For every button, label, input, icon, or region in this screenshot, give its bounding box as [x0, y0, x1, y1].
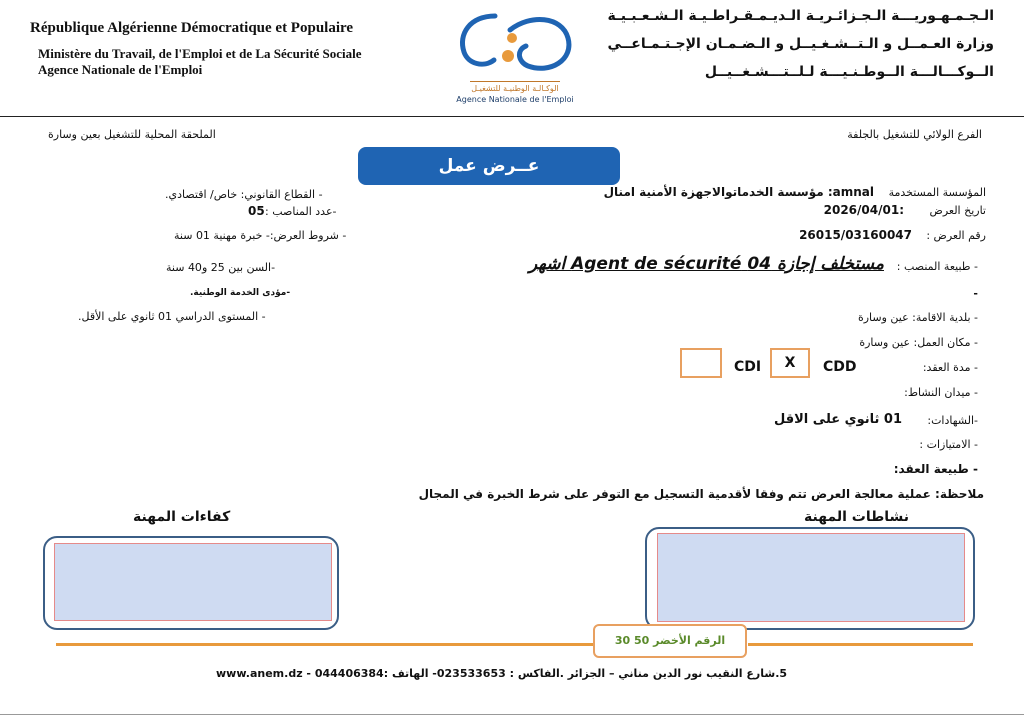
- education-level: - المستوى الدراسي 01 ثانوي على الأقل.: [78, 310, 266, 323]
- certificates-label: -الشهادات:: [927, 414, 978, 427]
- offer-banner: عــرض عمل: [358, 147, 620, 185]
- header-ar-line2: وزارة العـمــل و الـتــشـغـيــل و الـضـمـان الإجـتـمـاعــي: [607, 36, 994, 52]
- branch-left: الملحقة المحلية للتشغيل بعين وسارة: [48, 128, 216, 141]
- age-range: -السن بين 25 و40 سنة: [166, 261, 276, 274]
- offer-number-value: 26015/03160047: [799, 228, 912, 242]
- positions-count-value: 05: [248, 204, 265, 218]
- dash-line: -: [973, 287, 978, 300]
- employer-value: amnal: مؤسسة الخدماتوالاجهزة الأمنية امنال: [603, 185, 874, 199]
- header-separator: [0, 116, 1024, 117]
- green-number-box: [593, 624, 747, 658]
- header-fr-line1: République Algérienne Démocratique et Populaire: [30, 20, 354, 36]
- header-fr-line2: Ministère du Travail, de l'Emploi et de La Sécurité Sociale: [38, 46, 362, 61]
- footer-line-left: [56, 643, 596, 646]
- green-number: الرقم الأخضر 50 30: [614, 634, 726, 647]
- cdi-checkbox[interactable]: [680, 348, 722, 378]
- logo-ar-text: الوكـالـة الوطنيـة للتشغيـل: [471, 84, 559, 93]
- contract-duration-label: - مدة العقد:: [922, 361, 978, 374]
- position-label: - طبيعة المنصب :: [896, 260, 978, 273]
- date-label: تاريخ العرض: [929, 204, 986, 217]
- footer-address: 5.شارع النقيب نور الدين مناني – الجزائر .الفاكس : 023533653- الهاتف :044406384 - www.anem.dz: [216, 667, 788, 680]
- offer-conditions: - شروط العرض:- خبرة مهنية 01 سنة: [174, 229, 347, 242]
- offer-number-label: رقم العرض :: [926, 229, 986, 242]
- cdi-label: CDI: [734, 359, 762, 375]
- anem-logo-icon: [450, 4, 580, 84]
- activities-title: نشاطات المهنة: [804, 509, 910, 525]
- residence: - بلدية الاقامة: عين وسارة: [857, 311, 978, 324]
- certificates-value: 01 ثانوي على الاقل: [774, 412, 902, 427]
- header-ar-line3: الــوكـــالـــة الــوطـنـيـــة لـلــتـــشـغــيــل: [704, 64, 994, 80]
- positions-count-label: -عدد المناصب :: [265, 205, 337, 218]
- footer-line-right: [748, 643, 973, 646]
- competencies-content[interactable]: [54, 543, 332, 621]
- header-ar-line1: الـجـمـهـوريـــة الـجـزائـريـة الـديـمـقـراطـيـة الـشـعـبـيـة: [607, 8, 994, 24]
- cdd-checkmark: X: [784, 355, 796, 371]
- date-value: 2026/04/01:: [823, 203, 904, 217]
- anem-logo: [450, 4, 580, 84]
- privileges: - الامتيازات :: [919, 438, 978, 451]
- employer-label: المؤسسة المستخدمة: [888, 186, 986, 199]
- activities-content[interactable]: [657, 533, 965, 622]
- logo-fr-text: Agence Nationale de l'Emploi: [456, 95, 574, 104]
- workplace: - مكان العمل: عين وسارة: [859, 336, 978, 349]
- logo-divider: [470, 81, 560, 82]
- branch-right: الفرع الولائي للتشغيل بالجلفة: [847, 128, 982, 141]
- legal-sector: - القطاع القانوني: خاص/ اقتصادي.: [165, 188, 323, 201]
- position-value: مستخلف إجازة 04 Agent de sécurité اشهر: [529, 254, 884, 274]
- cdd-checkbox[interactable]: [770, 348, 810, 378]
- note: ملاحظة: عملية معالجة العرض تتم وفقا لأقدمية التسجيل مع التوفر على شرط الخبرة في المجال: [418, 487, 984, 501]
- page-bottom-edge: [0, 714, 1024, 715]
- cdd-label: CDD: [823, 359, 857, 375]
- competencies-title: كفاءات المهنة: [133, 509, 231, 525]
- national-service: -مؤدى الخدمة الوطنية.: [190, 288, 291, 298]
- activity-field: - ميدان النشاط:: [904, 386, 978, 399]
- header-fr-line3: Agence Nationale de l'Emploi: [38, 62, 203, 77]
- contract-nature: - طبيعة العقد:: [893, 462, 978, 476]
